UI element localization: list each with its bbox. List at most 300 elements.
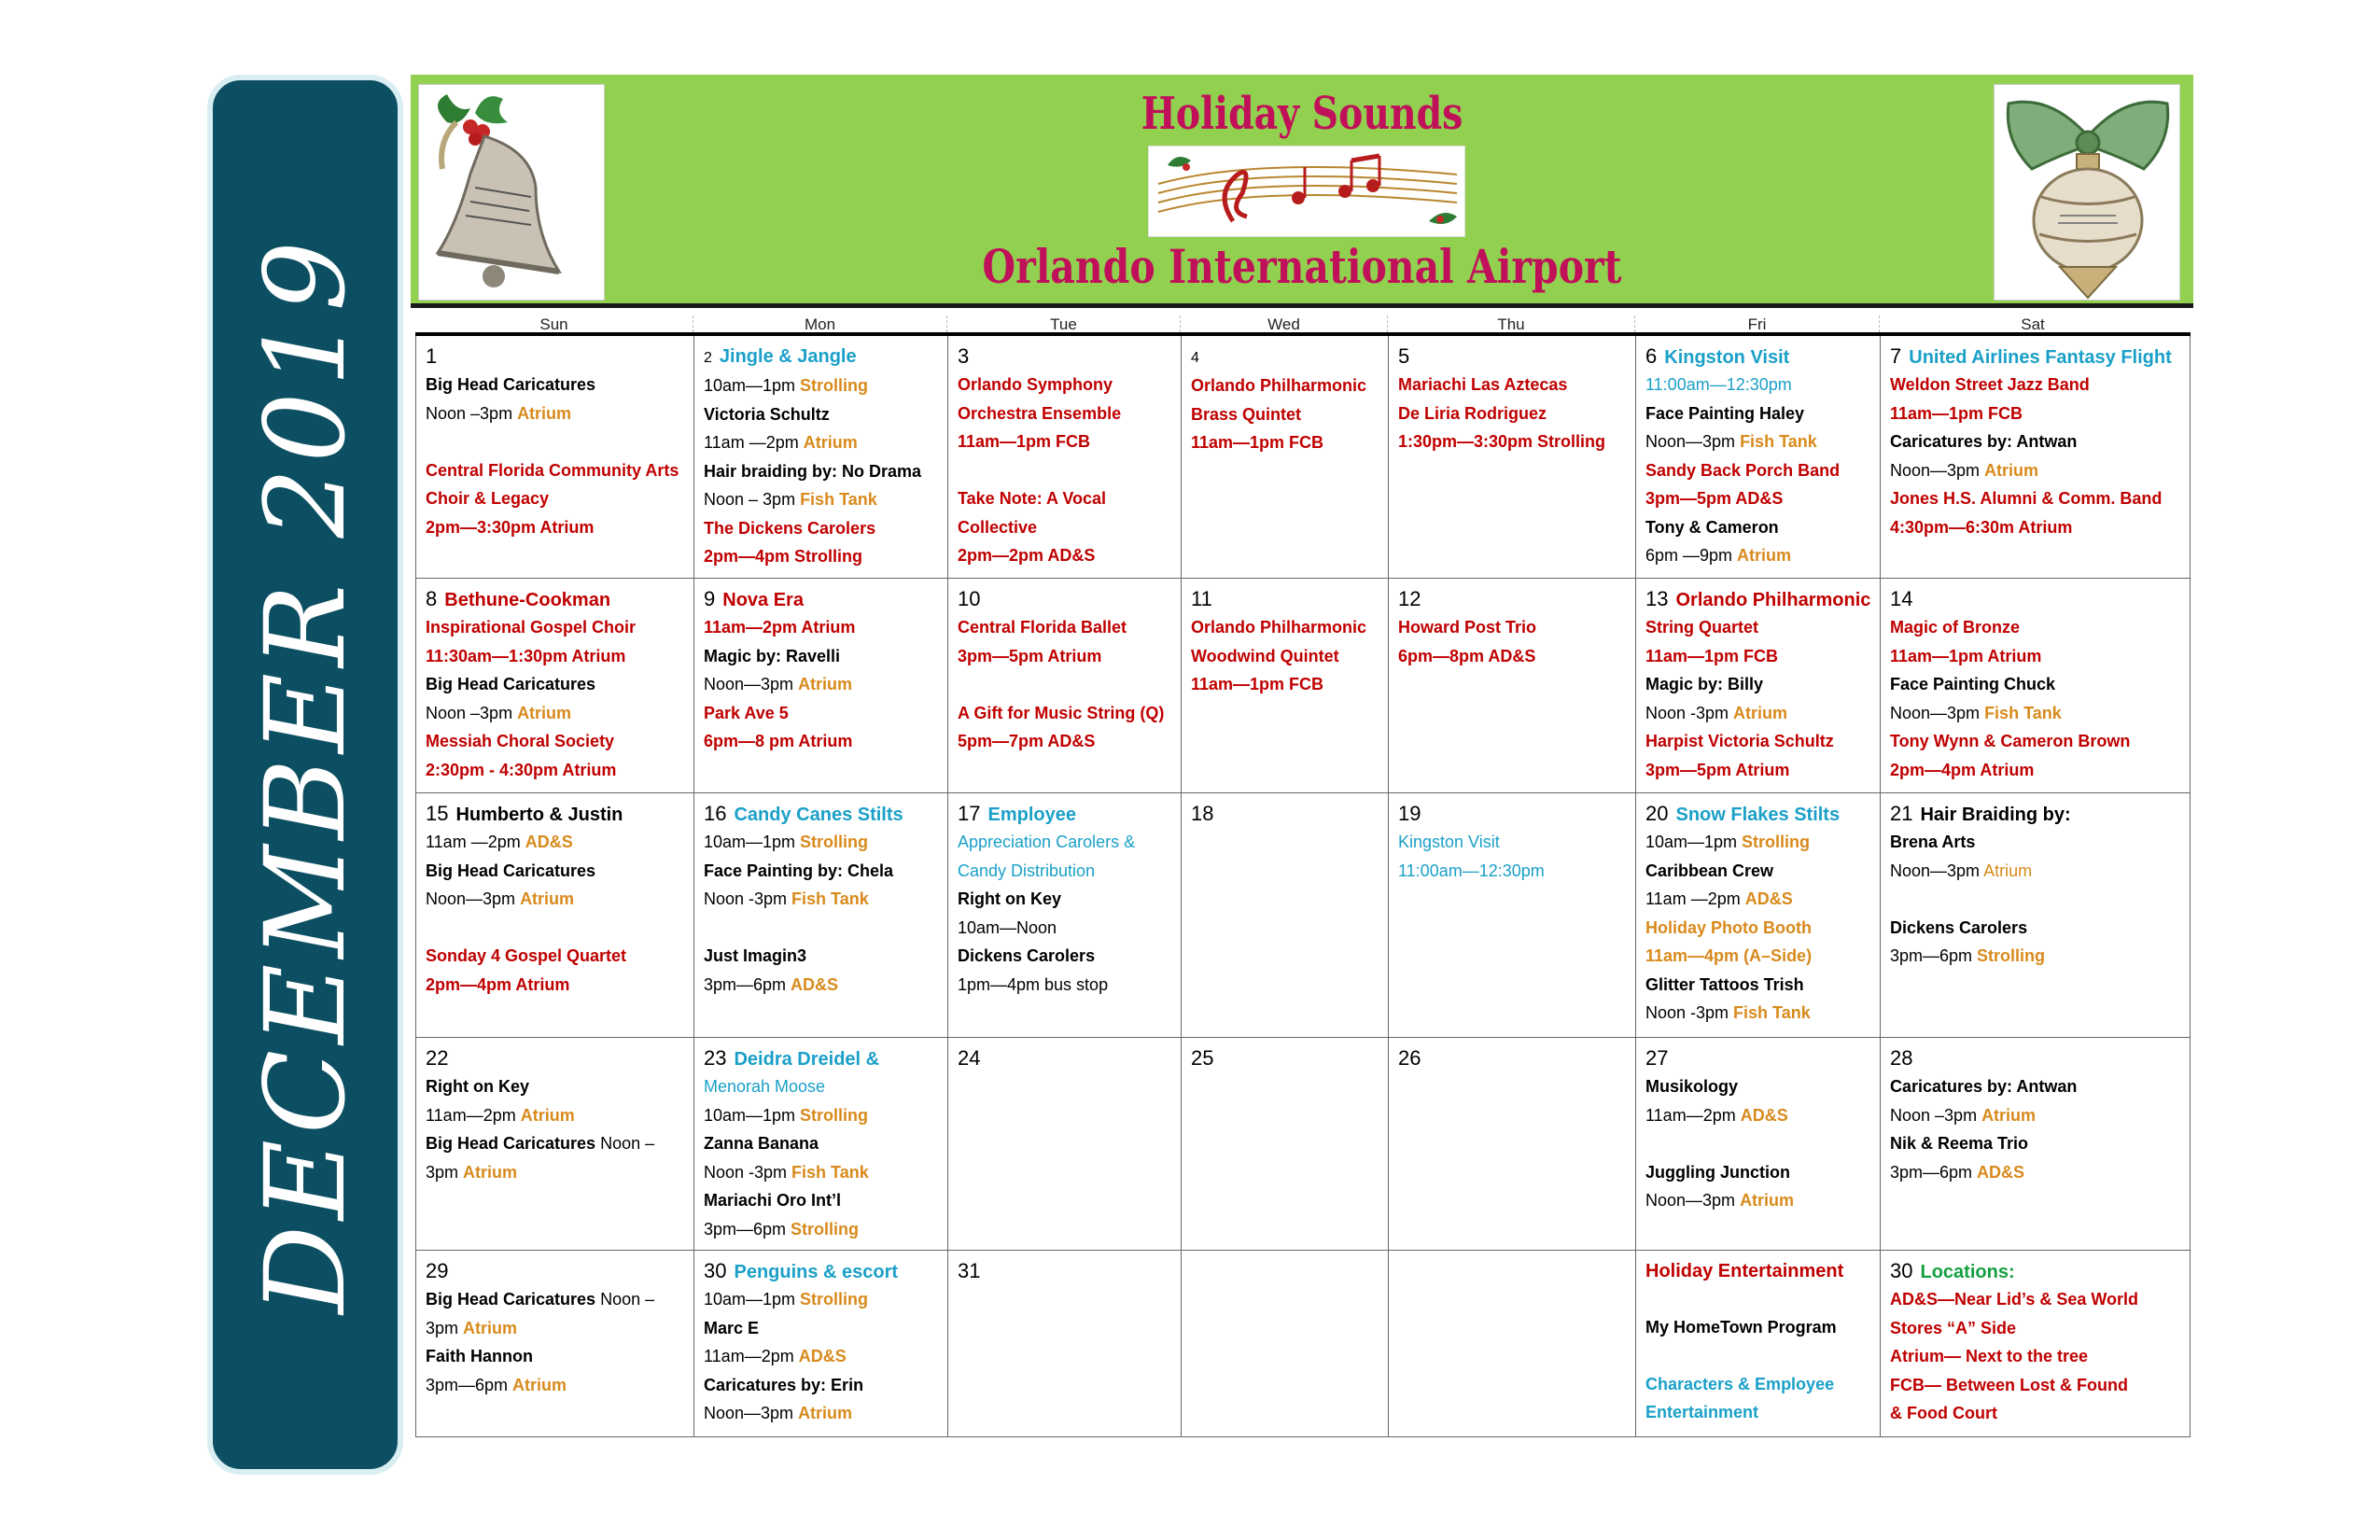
event-text: Big Head Caricatures: [426, 861, 596, 880]
event-text: 3pm—5pm Atrium: [958, 646, 1102, 665]
event-line: [1398, 399, 1628, 428]
day-cell-header: [1890, 1045, 2179, 1072]
day-number: 25: [1191, 1046, 1214, 1070]
event-text: Orlando Philharmonic: [1191, 618, 1367, 637]
event-text: Caricatures by: Antwan: [1890, 432, 2078, 451]
event-text: Mariachi Las Aztecas: [1398, 375, 1568, 394]
event-text: Snow Flakes Stilts: [1675, 805, 1841, 825]
event-line: [704, 670, 940, 699]
event-line: [704, 1371, 940, 1400]
event-text: 3pm—5pm Atrium: [1645, 760, 1790, 779]
event-text: & Food Court: [1890, 1404, 1997, 1422]
day-cell-header: [1890, 343, 2179, 371]
event-line: [704, 914, 940, 943]
event-text: A Gift for Music String (Q): [958, 703, 1165, 722]
event-text: The Dickens Carolers: [704, 518, 876, 538]
event-text: Jingle & Jangle: [719, 346, 857, 367]
event-text: 2pm—4pm Atrium: [426, 974, 570, 994]
event-text: Atrium: [798, 1404, 853, 1422]
event-text: Fish Tank: [1740, 432, 1817, 451]
day-number: 28: [1890, 1046, 1913, 1070]
day-cell-header: [958, 586, 1173, 613]
event-line: [1645, 885, 1872, 914]
event-text: Mariachi Oro Int’l: [704, 1191, 842, 1210]
weekday-sun: Sun: [539, 315, 568, 333]
event-line: [958, 670, 1173, 699]
event-line: [426, 1342, 686, 1371]
event-line: [704, 885, 940, 914]
day-number: 24: [958, 1046, 981, 1070]
event-line: [1890, 1314, 2179, 1343]
event-text: 10am—Noon: [958, 917, 1057, 937]
event-line: [426, 642, 686, 671]
event-text: Holiday Entertainment: [1645, 1261, 1844, 1281]
event-text: Big Head Caricatures: [426, 375, 596, 394]
event-line: [1645, 942, 1872, 971]
event-line: [426, 371, 686, 399]
event-text: 6pm —9pm: [1645, 546, 1738, 565]
event-line: [1890, 484, 2179, 513]
event-line: [426, 670, 686, 699]
event-line: [426, 942, 686, 971]
event-line: [1890, 942, 2179, 971]
event-line: [1645, 670, 1872, 699]
event-text: 11am —2pm: [426, 833, 525, 851]
event-text: 3pm—6pm: [426, 1375, 513, 1394]
event-text: Inspirational Gospel Choir: [426, 618, 637, 637]
event-line: [704, 542, 940, 571]
day-cell-header: [1645, 801, 1872, 828]
event-text: Strolling: [800, 376, 869, 395]
event-text: Noon—3pm: [704, 675, 799, 693]
event-line: [426, 613, 686, 642]
event-text: AD&S—Near Lid’s & Sea World: [1890, 1290, 2139, 1309]
event-line: [958, 885, 1173, 914]
event-line: [1645, 914, 1872, 943]
event-line: [1645, 828, 1872, 857]
event-text: United Airlines Fantasy Flight: [1909, 347, 2172, 368]
day-cell-header: [958, 1258, 1173, 1285]
event-line: [1398, 371, 1628, 399]
day-cell-header: [704, 343, 940, 371]
event-text: Collective: [958, 517, 1038, 537]
event-text: Zanna Banana: [704, 1134, 819, 1153]
event-line: [1191, 613, 1380, 642]
event-text: 11am—1pm FCB: [958, 432, 1091, 451]
day-cell: [1181, 1038, 1388, 1250]
event-text: Atrium— Next to the tree: [1890, 1347, 2089, 1365]
event-text: 11am—2pm: [426, 1105, 521, 1125]
day-cell: [1635, 579, 1880, 792]
event-line: [704, 514, 940, 543]
event-text: Atrium: [1737, 546, 1792, 565]
event-text: 11am—2pm Atrium: [704, 618, 856, 637]
day-number: 16: [704, 802, 727, 825]
event-text: Deidra Dreidel &: [734, 1049, 880, 1070]
event-text: FCB— Between Lost & Found: [1890, 1375, 2128, 1394]
event-line: [958, 727, 1173, 756]
event-text: Noon—3pm: [1645, 432, 1741, 451]
day-number: 5: [1398, 344, 1410, 368]
event-text: Atrium: [1733, 703, 1788, 722]
event-text: Jones H.S. Alumni & Comm. Band: [1890, 489, 2163, 508]
day-number: 30: [704, 1259, 727, 1282]
event-line: [1191, 428, 1380, 457]
event-line: [1890, 699, 2179, 728]
event-text: Sonday 4 Gospel Quartet: [426, 946, 627, 965]
event-line: [704, 428, 940, 457]
event-text: 11:30am—1:30pm Atrium: [426, 646, 626, 665]
event-line: [426, 1314, 686, 1343]
event-line: [958, 699, 1173, 728]
event-text: Strolling: [791, 1219, 860, 1239]
event-text: 11am—1pm FCB: [1191, 675, 1324, 693]
event-line: [1890, 1371, 2179, 1400]
event-line: [426, 1101, 686, 1130]
event-text: Candy Distribution: [958, 861, 1096, 880]
day-number: 23: [704, 1046, 727, 1070]
event-text: 11am—1pm FCB: [1890, 403, 2023, 423]
event-line: [426, 456, 686, 485]
event-text: Menorah Moose: [704, 1077, 826, 1096]
day-cell: [1880, 793, 2187, 1037]
event-text: 2pm—4pm Atrium: [1890, 760, 2035, 779]
event-line: [1645, 1341, 1872, 1370]
day-cell-header: [958, 801, 1173, 828]
event-text: Noon—3pm: [1890, 703, 1985, 722]
event-line: [426, 727, 686, 756]
week-row: [416, 579, 2190, 793]
event-line: [426, 1285, 686, 1314]
event-text: Atrium: [520, 1105, 575, 1125]
event-text: 6pm—8pm AD&S: [1398, 646, 1536, 665]
week-row: [416, 336, 2190, 579]
weekday-wed: Wed: [1180, 315, 1387, 332]
day-cell: [947, 793, 1181, 1037]
event-line: [426, 699, 686, 728]
event-line: [1645, 484, 1872, 513]
event-line: [426, 756, 686, 785]
event-line: [1890, 1101, 2179, 1130]
event-text: 2pm—2pm AD&S: [958, 546, 1096, 565]
event-text: 3pm—5pm AD&S: [1645, 489, 1784, 508]
event-text: String Quartet: [1645, 618, 1759, 637]
day-number: 27: [1645, 1046, 1669, 1070]
event-text: Musikology: [1645, 1077, 1739, 1096]
event-line: [1398, 613, 1628, 642]
event-line: [1645, 1370, 1872, 1399]
event-text: Noon—3pm: [1890, 460, 1985, 480]
event-line: [1398, 857, 1628, 886]
event-text: Noon –3pm: [426, 403, 518, 423]
event-line: [1645, 399, 1872, 428]
event-text: Big Head Caricatures: [426, 675, 596, 693]
day-number: 26: [1398, 1046, 1421, 1070]
event-line: [1890, 371, 2179, 399]
event-text: Noon—3pm: [704, 1404, 799, 1422]
event-line: [1645, 1158, 1872, 1187]
event-text: Brass Quintet: [1191, 404, 1302, 424]
event-text: Strolling: [1977, 946, 2046, 965]
day-number: 21: [1890, 802, 1913, 825]
event-line: [958, 427, 1173, 456]
event-text: 3pm: [426, 1318, 464, 1337]
event-text: 11am—1pm FCB: [1191, 433, 1324, 452]
event-line: [1890, 857, 2179, 886]
event-line: [1890, 1285, 2179, 1314]
weekday-mon: Mon: [693, 315, 946, 332]
day-cell-header: [1645, 586, 1872, 613]
weekday-thu: Thu: [1387, 315, 1634, 332]
event-line: [426, 1158, 686, 1187]
event-text: Strolling: [800, 833, 869, 851]
weekday-sat: Sat: [1879, 315, 2186, 332]
day-cell-header: [1645, 343, 1872, 371]
event-text: Employee: [987, 805, 1076, 825]
event-text: AD&S: [1744, 889, 1793, 908]
event-text: Atrium: [517, 703, 572, 722]
calendar-grid: [415, 315, 2191, 1456]
event-text: Atrium: [512, 1375, 567, 1394]
day-cell: [416, 336, 693, 578]
event-line: [704, 485, 940, 514]
event-line: [426, 914, 686, 943]
event-line: [1890, 914, 2179, 943]
event-text: Atrium: [463, 1318, 518, 1337]
day-cell: [1635, 1251, 1880, 1436]
day-cell: [1388, 1038, 1635, 1250]
event-text: Faith Hannon: [426, 1347, 533, 1365]
event-text: Noon -3pm: [1645, 1003, 1734, 1022]
event-line: [1645, 642, 1872, 671]
event-line: [1890, 1342, 2179, 1371]
week-row: [416, 1251, 2190, 1437]
event-text: Sandy Back Porch Band: [1645, 460, 1841, 480]
event-line: [1645, 456, 1872, 485]
event-text: 10am—1pm: [1645, 833, 1743, 851]
event-line: [1645, 513, 1872, 542]
event-text: Orchestra Ensemble: [958, 403, 1122, 423]
day-cell: [1880, 579, 2187, 792]
event-line: [1645, 727, 1872, 756]
event-text: 10am—1pm: [704, 833, 801, 851]
event-text: Park Ave 5: [704, 703, 789, 722]
event-text: Central Florida Community Arts: [426, 460, 679, 480]
event-text: 11am—1pm FCB: [1645, 646, 1779, 665]
event-text: 10am—1pm: [704, 1105, 801, 1125]
day-cell: [947, 579, 1181, 792]
day-cell-header: [1645, 1258, 1872, 1284]
day-number: 30: [1890, 1259, 1913, 1282]
event-text: AD&S: [525, 833, 573, 851]
event-line: [1398, 427, 1628, 456]
event-line: [704, 1129, 940, 1158]
header-title: Holiday Sounds: [1141, 88, 1463, 140]
day-cell: [1181, 793, 1388, 1037]
event-text: Noon –: [595, 1290, 655, 1309]
event-line: [426, 1072, 686, 1101]
event-line: [426, 1129, 686, 1158]
event-text: Noon—3pm: [426, 889, 521, 908]
day-cell: [693, 579, 947, 792]
day-number: 13: [1645, 587, 1669, 610]
event-line: [426, 513, 686, 542]
event-line: [958, 513, 1173, 542]
month-sidebar: [207, 75, 403, 1475]
event-text: 5pm—7pm AD&S: [958, 732, 1096, 750]
day-cell-header: [1398, 1045, 1628, 1072]
event-line: [1645, 1398, 1872, 1427]
day-number: 18: [1191, 802, 1214, 825]
day-cell: [1635, 336, 1880, 578]
event-text: Noon—3pm: [1890, 861, 1984, 880]
day-cell: [1388, 1251, 1635, 1436]
event-line: [958, 484, 1173, 513]
event-text: 2pm—4pm Strolling: [704, 547, 863, 566]
event-line: [1890, 456, 2179, 485]
event-text: Orlando Symphony: [958, 375, 1113, 394]
event-line: [426, 399, 686, 428]
event-line: [704, 371, 940, 400]
event-text: 11am—1pm Atrium: [1890, 646, 2042, 665]
day-number: 9: [704, 587, 716, 610]
day-cell-header: [1191, 801, 1380, 828]
event-line: [1645, 857, 1872, 886]
day-cell: [416, 793, 693, 1037]
event-line: [1645, 613, 1872, 642]
day-cell-header: [426, 1258, 686, 1285]
event-line: [704, 457, 940, 486]
day-cell-header: [704, 1045, 940, 1072]
day-cell-header: [1890, 801, 2179, 828]
day-number: 4: [1191, 350, 1199, 366]
event-text: Orlando Philharmonic: [1675, 590, 1871, 610]
day-number: 22: [426, 1046, 449, 1070]
day-cell-header: [1890, 1258, 2179, 1285]
event-line: [704, 857, 940, 886]
event-line: [1890, 427, 2179, 456]
event-text: Noon -3pm: [704, 1162, 792, 1182]
weekday-tue: Tue: [946, 315, 1180, 332]
event-text: Noon –3pm: [426, 703, 518, 722]
event-text: Bethune-Cookman: [444, 590, 611, 610]
event-text: Tony Wynn & Cameron Brown: [1890, 732, 2131, 750]
event-text: Caricatures by: Erin: [704, 1375, 864, 1394]
event-line: [1645, 999, 1872, 1028]
event-line: [704, 1186, 940, 1215]
event-line: [704, 1285, 940, 1314]
event-text: Atrium: [1984, 460, 2039, 480]
day-cell-header: [958, 1045, 1173, 1072]
event-text: 11:00am—12:30pm: [1645, 375, 1792, 394]
event-text: Noon -3pm: [704, 889, 792, 908]
ornament-image: [1994, 84, 2180, 301]
event-line: [704, 1399, 940, 1428]
event-line: [958, 971, 1173, 1000]
event-text: 11am—2pm: [1645, 1105, 1741, 1125]
event-text: Nik & Reema Trio: [1890, 1134, 2029, 1153]
event-line: [958, 942, 1173, 971]
day-cell: [1635, 793, 1880, 1037]
event-text: Atrium: [1983, 861, 2033, 880]
event-line: [1645, 1129, 1872, 1158]
event-text: Central Florida Ballet: [958, 618, 1127, 637]
event-text: Right on Key: [958, 889, 1061, 908]
event-line: [704, 1314, 940, 1343]
event-line: [1890, 885, 2179, 914]
day-number: 10: [958, 587, 981, 610]
event-text: Noon – 3pm: [704, 490, 801, 509]
event-text: 3pm—6pm: [1890, 1162, 1978, 1182]
event-line: [1645, 1186, 1872, 1215]
week-row: [416, 1038, 2190, 1251]
day-cell-header: [1890, 586, 2179, 613]
day-cell-header: [426, 1045, 686, 1072]
event-text: Fish Tank: [791, 889, 869, 908]
day-cell-header: [426, 801, 686, 828]
event-text: Dickens Carolers: [1890, 917, 2028, 937]
event-line: [1890, 399, 2179, 428]
event-text: 11am —2pm: [1645, 889, 1745, 908]
event-text: Stores “A” Side: [1890, 1318, 2017, 1337]
event-text: Big Head Caricatures: [426, 1290, 596, 1309]
day-cell: [1880, 1251, 2187, 1436]
event-text: Atrium: [517, 403, 572, 423]
day-cell: [416, 1038, 693, 1250]
event-line: [704, 1072, 940, 1101]
day-cell-header: [426, 343, 686, 371]
event-line: [1890, 1072, 2179, 1101]
event-line: [704, 1158, 940, 1187]
event-line: [958, 399, 1173, 428]
event-text: Face Painting by: Chela: [704, 861, 894, 880]
day-number: 29: [426, 1259, 449, 1282]
event-text: 3pm: [426, 1162, 464, 1182]
weekday-fri: Fri: [1634, 315, 1879, 332]
event-line: [704, 1101, 940, 1130]
event-text: Marc E: [704, 1318, 760, 1337]
event-line: [1645, 427, 1872, 456]
event-text: Choir & Legacy: [426, 489, 550, 508]
event-text: Magic of Bronze: [1890, 618, 2021, 637]
event-line: [1645, 756, 1872, 785]
event-line: [958, 456, 1173, 485]
day-number: 7: [1890, 344, 1902, 368]
day-number: 17: [958, 802, 981, 825]
event-line: [704, 400, 940, 429]
event-text: Brena Arts: [1890, 833, 1976, 851]
day-number: 20: [1645, 802, 1669, 825]
day-number: 12: [1398, 587, 1421, 610]
day-number: 19: [1398, 802, 1421, 825]
event-line: [426, 857, 686, 886]
day-cell: [1181, 579, 1388, 792]
header-subtitle: Orlando International Airport: [982, 239, 1622, 294]
event-text: Atrium: [463, 1162, 518, 1182]
event-text: Howard Post Trio: [1398, 618, 1537, 637]
event-line: [1890, 756, 2179, 785]
event-text: Characters & Employee: [1645, 1374, 1835, 1393]
event-text: Strolling: [800, 1105, 869, 1125]
event-text: 3pm—6pm: [1890, 946, 1978, 965]
event-line: [1191, 400, 1380, 429]
event-text: 4:30pm—6:30m Atrium: [1890, 517, 2073, 537]
event-line: [1191, 642, 1380, 671]
day-cell: [416, 579, 693, 792]
event-text: Harpist Victoria Schultz: [1645, 732, 1834, 750]
day-number: 1: [426, 344, 438, 368]
event-text: Victoria Schultz: [704, 404, 830, 424]
